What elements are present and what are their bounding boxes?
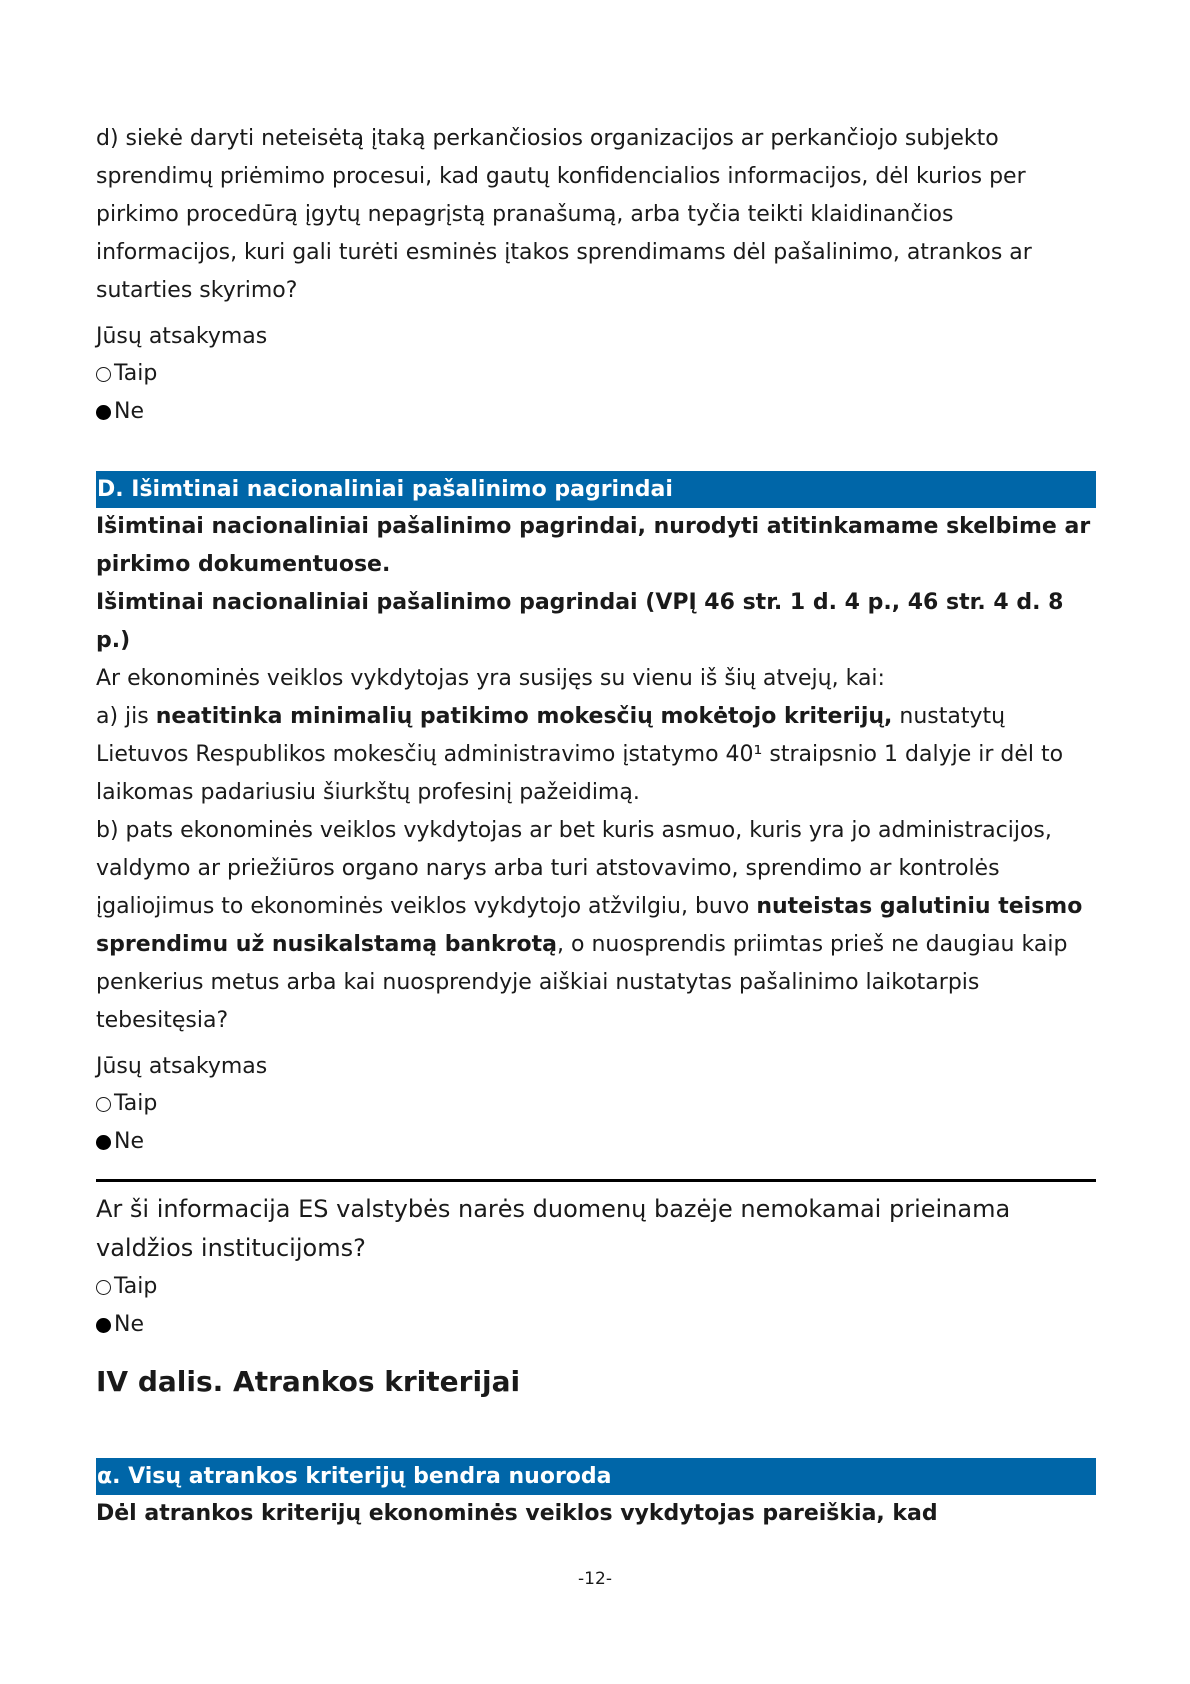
radio-filled-icon[interactable] <box>96 1135 111 1150</box>
section-d-subtitle-2: Išimtinai nacionaliniai pašalinimo pagrindai (VPĮ 46 str. 1 d. 4 p., 46 str. 4 d. 8 p.) <box>96 590 1064 653</box>
section-d-intro: Ar ekonominės veiklos vykdytojas yra susijęs su vienu iš šių atvejų, kai: <box>96 666 885 691</box>
radio-option-no[interactable] <box>96 393 1096 431</box>
question-d-text: d) siekė daryti neteisėtą įtaką perkančiosios organizacijos ar perkančiojo subjekto sprendimų priėmimo procesui, kad gautų konfidencialios informacijos, dėl kurios per pirkimo procedūrą įgytų nepagrįstą pranašumą, arba tyčia teikti klaidinančios informacijos, kuri gali turėti esminės įtakos sprendimams dėl pašalinimo, atrankos ar sutarties skyrimo? <box>96 126 1032 303</box>
radio-option-no[interactable] <box>96 1123 1096 1161</box>
section-d-subtitle-1: Išimtinai nacionaliniai pašalinimo pagrindai, nurodyti atitinkamame skelbime ar pirkimo dokumentuose. <box>96 514 1091 577</box>
document-page <box>96 120 1096 1533</box>
section-alpha-text: Dėl atrankos kriterijų ekonominės veiklos vykdytojas pareiškia, kad <box>96 1501 938 1526</box>
item-a-prefix: a) jis <box>96 704 156 729</box>
item-b-bold: nuteistas galutiniu teismo sprendimu už nusikalstamą bankrotą <box>96 894 1083 957</box>
radio-option-label: Ne <box>114 399 144 424</box>
part-iv-title: IV dalis. Atrankos kriterijai <box>96 1365 521 1398</box>
section-alpha-header: α. Visų atrankos kriterijų bendra nuoroda <box>96 1458 1096 1495</box>
item-a-bold: neatitinka minimalių patikimo mokesčių mokėtojo kriterijų, <box>155 704 893 729</box>
section-d-header: D. Išimtinai nacionaliniai pašalinimo pagrindai <box>96 471 1096 508</box>
horizontal-divider <box>96 1179 1096 1182</box>
item-b <box>96 812 1096 1040</box>
radio-option-yes[interactable] <box>96 1085 1096 1123</box>
radio-empty-icon[interactable] <box>96 1097 111 1112</box>
radio-option-yes[interactable] <box>96 355 1096 393</box>
radio-empty-icon[interactable] <box>96 367 111 382</box>
radio-option-yes[interactable] <box>96 1268 1096 1306</box>
answer-label: Jūsų atsakymas <box>96 1054 268 1079</box>
radio-option-label: Taip <box>114 1274 158 1299</box>
radio-option-no[interactable] <box>96 1306 1096 1344</box>
radio-option-label: Taip <box>114 1091 158 1116</box>
page-number: -12- <box>578 1569 612 1589</box>
radio-option-label: Ne <box>114 1129 144 1154</box>
radio-filled-icon[interactable] <box>96 405 111 420</box>
radio-filled-icon[interactable] <box>96 1318 111 1333</box>
item-a-rest: nustatytų Lietuvos Respublikos mokesčių administravimo įstatymo 40¹ straipsnio 1 dalyje ir dėl to laikomas padariusiu šiurkštų profesinį pažeidimą. <box>96 704 1064 805</box>
radio-option-label: Ne <box>114 1312 144 1337</box>
item-b-prefix: b) pats ekonominės veiklos vykdytojas ar bet kuris asmuo, kuris yra jo administracijos, valdymo ar priežiūros organo narys arba turi atstovavimo, sprendimo ar kontrolės įgaliojimus to ekonominės veiklos vykdytojo atžvilgiu, buvo <box>96 818 1052 919</box>
radio-option-label: Taip <box>114 361 158 386</box>
item-a <box>96 698 1096 812</box>
item-b-rest: , o nuosprendis priimtas prieš ne daugiau kaip penkerius metus arba kai nuosprendyje aiškiai nustatytas pašalinimo laikotarpis tebesitęsia? <box>96 932 1068 1033</box>
radio-empty-icon[interactable] <box>96 1280 111 1295</box>
answer-label: Jūsų atsakymas <box>96 324 268 349</box>
database-question-text: Ar ši informacija ES valstybės narės duomenų bazėje nemokamai prieinama valdžios institucijoms? <box>96 1195 1011 1262</box>
